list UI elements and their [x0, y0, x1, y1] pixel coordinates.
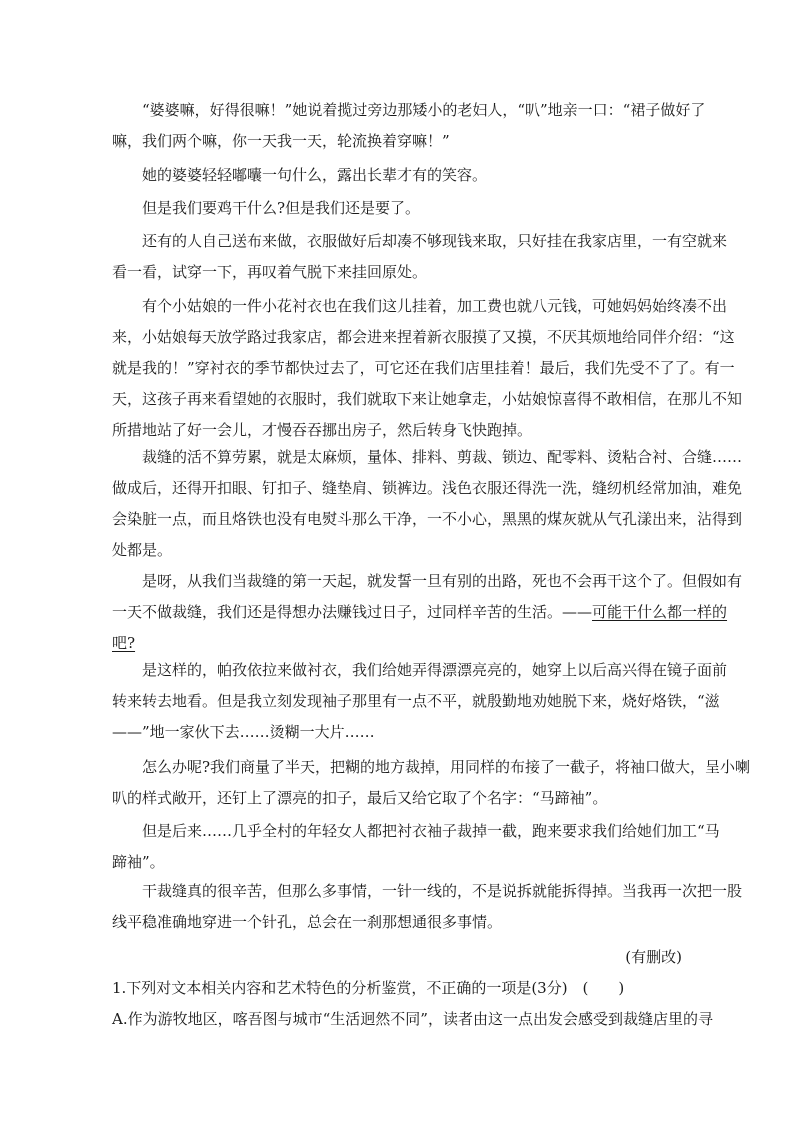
text-line: 但是我们要鸡干什么?但是我们还是要了。 [112, 199, 421, 217]
text-line: ——”地一家伙下去……烫糊一大片…… [112, 723, 375, 741]
option-a: A.作为游牧地区，喀吾图与城市“生活迥然不同”，读者由这一点出发会感受到裁缝店里的寻 [112, 1010, 713, 1028]
text-line: 裁缝的活不算劳累，就是太麻烦，量体、排料、剪裁、锁边、配零料、烫粘合衬、合缝…… [112, 448, 743, 466]
question-stem: 1.下列对文本相关内容和艺术特色的分析鉴赏，不正确的一项是(3分) ( ) [112, 979, 625, 997]
paragraph-3 [112, 193, 682, 224]
paragraph-4 [112, 226, 728, 288]
text-line: 干裁缝真的很辛苦，但那么多事情，一针一线的，不是说拆就能拆得掉。当我再一次把一股 [112, 882, 743, 900]
text-line: 所措地站了好一会儿，才慢吞吞挪出房子，然后转身飞快跑掉。 [112, 421, 533, 439]
text-line: 天，这孩子再来看望她的衣服时，我们就取下来让她拿走，小姑娘惊喜得不敢相信，在那儿不知 [112, 390, 743, 408]
paragraph-9 [112, 752, 751, 814]
text-line: 怎么办呢?我们商量了半天，把糊的地方裁掉，用同样的布接了一截子，将袖口做大，呈小喇 [112, 758, 751, 776]
text-line: 来，小姑娘每天放学路过我家店，都会进来捏着新衣服摸了又摸，不厌其烦地给同伴介绍：“这 [112, 328, 735, 346]
text-line: 转来转去地看。但是我立刻发现袖子那里有一点不平，就殷勤地劝她脱下来，烧好烙铁，“滋 [112, 692, 720, 710]
paragraph-10 [112, 816, 720, 878]
paragraph-5 [112, 291, 743, 446]
text-line: 她的婆婆轻轻嘟囔一句什么，露出长辈才有的笑容。 [112, 166, 488, 184]
paragraph-11 [112, 876, 743, 938]
text-line: 嘛，我们两个嘛，你一天我一天，轮流换着穿嘛！” [112, 132, 450, 150]
text-line: 叭的样式敞开，还钉上了漂亮的扣子，最后又给它取了个名字：“马蹄袖”。 [112, 789, 608, 807]
paragraph-6 [112, 442, 743, 566]
line-text: 一天不做裁缝，我们还是得想办法赚钱过日子，过同样辛苦的生活。—— [112, 603, 593, 621]
text-line-with-underline [112, 597, 728, 628]
text-line: 线平稳准确地穿进一个针孔，总会在一刹那想通很多事情。 [112, 913, 503, 931]
text-line: 会染脏一点，而且烙铁也没有电熨斗那么干净，一不小心，黑黑的煤灰就从气孔漾出来，沾得到 [112, 510, 743, 528]
paragraph-8 [112, 655, 728, 748]
text-line: 就是我的！”穿衬衣的季节都快过去了，可它还在我们店里挂着！最后，我们先受不了了。有一 [112, 359, 735, 377]
edit-note: (有删改) [625, 948, 682, 966]
text-line: 有个小姑娘的一件小花衬衣也在我们这儿挂着，加工费也就八元钱，可她妈妈始终凑不出 [112, 297, 728, 315]
text-line: 做成后，还得开扣眼、钉扣子、缝垫肩、锁裤边。浅色衣服还得洗一洗，缝纫机经常加油，难免 [112, 479, 743, 497]
paragraph-7 [112, 566, 743, 659]
underlined-line-end: 吧? [112, 634, 136, 652]
text-line: 蹄袖”。 [112, 853, 165, 871]
underlined-phrase: 可能干什么都一样的 [592, 603, 728, 621]
text-line: “婆婆嘛，好得很嘛！”她说着揽过旁边那矮小的老妇人，“叭”地亲一口：“裙子做好了 [112, 101, 706, 119]
text-line: 还有的人自己送布来做，衣服做好后却凑不够现钱来取，只好挂在我家店里，一有空就来 [112, 232, 728, 250]
text-line: 处都是。 [112, 541, 173, 559]
text-line: 但是后来……几乎全村的年轻女人都把衬衣袖子裁掉一截，跑来要求我们给她们加工“马 [112, 822, 720, 840]
text-line: 是呀，从我们当裁缝的第一天起，就发誓一旦有别的出路，死也不会再干这个了。但假如有 [112, 572, 743, 590]
question-1 [112, 973, 713, 1035]
paragraph-1 [112, 95, 706, 157]
paragraph-2 [112, 160, 682, 191]
text-line: 是这样的，帕孜依拉来做衬衣，我们给她弄得漂漂亮亮的，她穿上以后高兴得在镜子面前 [112, 661, 728, 679]
text-line: 看一看，试穿一下，再叹着气脱下来挂回原处。 [112, 263, 428, 281]
